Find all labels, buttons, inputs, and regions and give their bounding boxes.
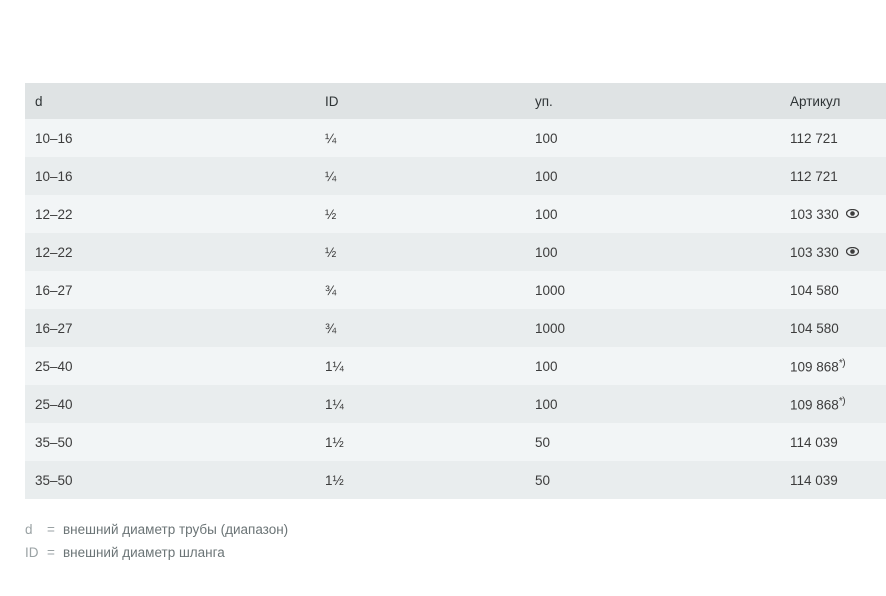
cell-d: 35–50	[25, 461, 325, 499]
cell-d: 25–40	[25, 347, 325, 385]
cell-article	[790, 423, 886, 461]
cell-article	[790, 309, 886, 347]
footnote-marker: *)	[838, 395, 846, 407]
cell-d: 16–27	[25, 271, 325, 309]
cell-id: ½	[325, 233, 535, 271]
cell-pack: 100	[535, 157, 790, 195]
legend-row	[25, 518, 525, 541]
table-row	[25, 195, 886, 233]
cell-article	[790, 157, 886, 195]
cell-article	[790, 385, 886, 423]
table-row	[25, 461, 886, 499]
legend-equals: =	[47, 545, 55, 560]
cell-id: 1¼	[325, 385, 535, 423]
table-header	[25, 83, 886, 119]
cell-pack: 50	[535, 423, 790, 461]
legend-key: ID	[25, 545, 39, 560]
specification-table-container	[25, 83, 886, 499]
cell-id: 1½	[325, 461, 535, 499]
column-header-d: d	[25, 83, 325, 119]
cell-id: ½	[325, 195, 535, 233]
table-row	[25, 347, 886, 385]
cell-article	[790, 233, 886, 271]
cell-pack: 100	[535, 119, 790, 157]
cell-id: ¼	[325, 157, 535, 195]
table-row	[25, 309, 886, 347]
article-number: 104 580	[790, 282, 839, 298]
eye-icon	[846, 209, 859, 218]
article-number: 103 330	[790, 206, 839, 222]
cell-d: 35–50	[25, 423, 325, 461]
cell-pack: 1000	[535, 309, 790, 347]
cell-id: ¼	[325, 119, 535, 157]
cell-id: ¾	[325, 309, 535, 347]
cell-pack: 100	[535, 385, 790, 423]
table-row	[25, 423, 886, 461]
legend-equals: =	[47, 522, 55, 537]
cell-article	[790, 347, 886, 385]
cell-pack: 100	[535, 195, 790, 233]
cell-pack: 1000	[535, 271, 790, 309]
cell-id: 1¼	[325, 347, 535, 385]
cell-d: 25–40	[25, 385, 325, 423]
table-row	[25, 385, 886, 423]
table-row	[25, 233, 886, 271]
column-header-id: ID	[325, 83, 535, 119]
article-number: 109 868	[790, 359, 839, 375]
column-header-pack: уп.	[535, 83, 790, 119]
cell-article	[790, 195, 886, 233]
cell-d: 16–27	[25, 309, 325, 347]
cell-pack: 100	[535, 233, 790, 271]
eye-icon	[846, 247, 859, 256]
article-number: 114 039	[790, 472, 838, 488]
cell-d: 10–16	[25, 119, 325, 157]
table-row	[25, 271, 886, 309]
cell-article	[790, 119, 886, 157]
cell-article	[790, 271, 886, 309]
article-number: 103 330	[790, 244, 839, 260]
cell-article	[790, 461, 886, 499]
cell-d: 10–16	[25, 157, 325, 195]
cell-pack: 50	[535, 461, 790, 499]
cell-pack: 100	[535, 347, 790, 385]
table-row	[25, 119, 886, 157]
cell-d: 12–22	[25, 233, 325, 271]
cell-d: 12–22	[25, 195, 325, 233]
legend-description: внешний диаметр шланга	[63, 545, 225, 560]
specification-table	[25, 83, 886, 499]
cell-id: ¾	[325, 271, 535, 309]
table-body	[25, 119, 886, 499]
table-row	[25, 157, 886, 195]
table-header-row	[25, 83, 886, 119]
cell-id: 1½	[325, 423, 535, 461]
legend-description: внешний диаметр трубы (диапазон)	[63, 522, 289, 537]
article-number: 114 039	[790, 434, 838, 450]
legend	[25, 518, 525, 564]
article-number: 109 868	[790, 397, 839, 413]
column-header-article: Артикул	[790, 83, 886, 119]
article-number: 112 721	[790, 168, 838, 184]
article-number: 104 580	[790, 320, 839, 336]
legend-key: d	[25, 522, 33, 537]
article-number: 112 721	[790, 130, 838, 146]
footnote-marker: *)	[838, 357, 846, 369]
legend-row	[25, 541, 525, 564]
